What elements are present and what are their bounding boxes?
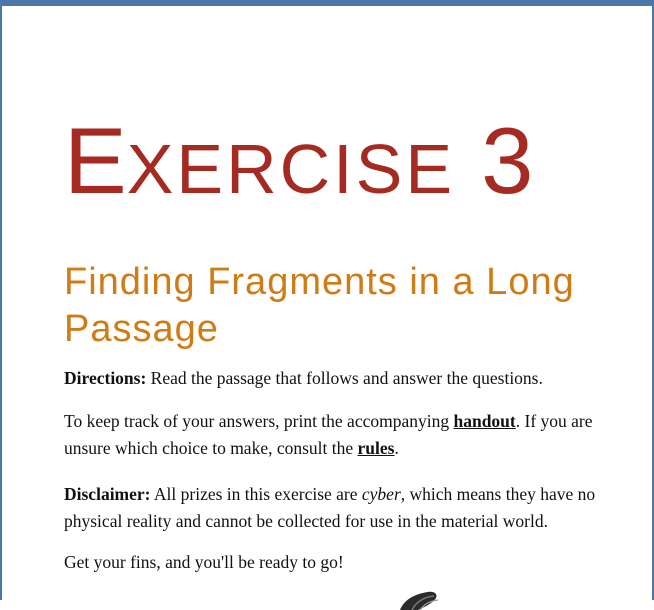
tracking-text-before: To keep track of your answers, print the accompanying <box>64 411 454 431</box>
handout-link[interactable]: handout <box>453 411 516 431</box>
disclaimer-paragraph <box>64 481 629 535</box>
title-number-spacer <box>455 108 481 213</box>
disclaimer-text-before: All prizes in this exercise are <box>150 484 362 504</box>
tracking-paragraph <box>64 408 629 462</box>
exercise-subtitle: Finding Fragments in a Long Passage <box>64 261 575 350</box>
disclaimer-emphasis: cyber <box>361 484 401 504</box>
title-number: 3 <box>481 108 534 213</box>
disclaimer-text-after: , which means they have no physical reality and cannot be collected for use in the material world. <box>64 484 596 531</box>
title-rest: XERCISE <box>126 130 456 208</box>
closing-paragraph: Get your fins, and you'll be ready to go! <box>64 552 344 572</box>
rules-link[interactable]: rules <box>357 438 395 458</box>
tracking-text-after: . <box>394 438 399 458</box>
exercise-title <box>64 108 534 213</box>
tracking-text-middle: . If you are unsure which choice to make, consult the <box>64 411 593 458</box>
directions-text: Read the passage that follows and answer the questions. <box>146 368 543 388</box>
title-first-letter: E <box>64 108 127 213</box>
fins-icon <box>394 590 444 610</box>
directions-label: Directions: <box>64 368 147 388</box>
disclaimer-label: Disclaimer: <box>64 484 151 504</box>
directions-paragraph <box>64 365 629 392</box>
